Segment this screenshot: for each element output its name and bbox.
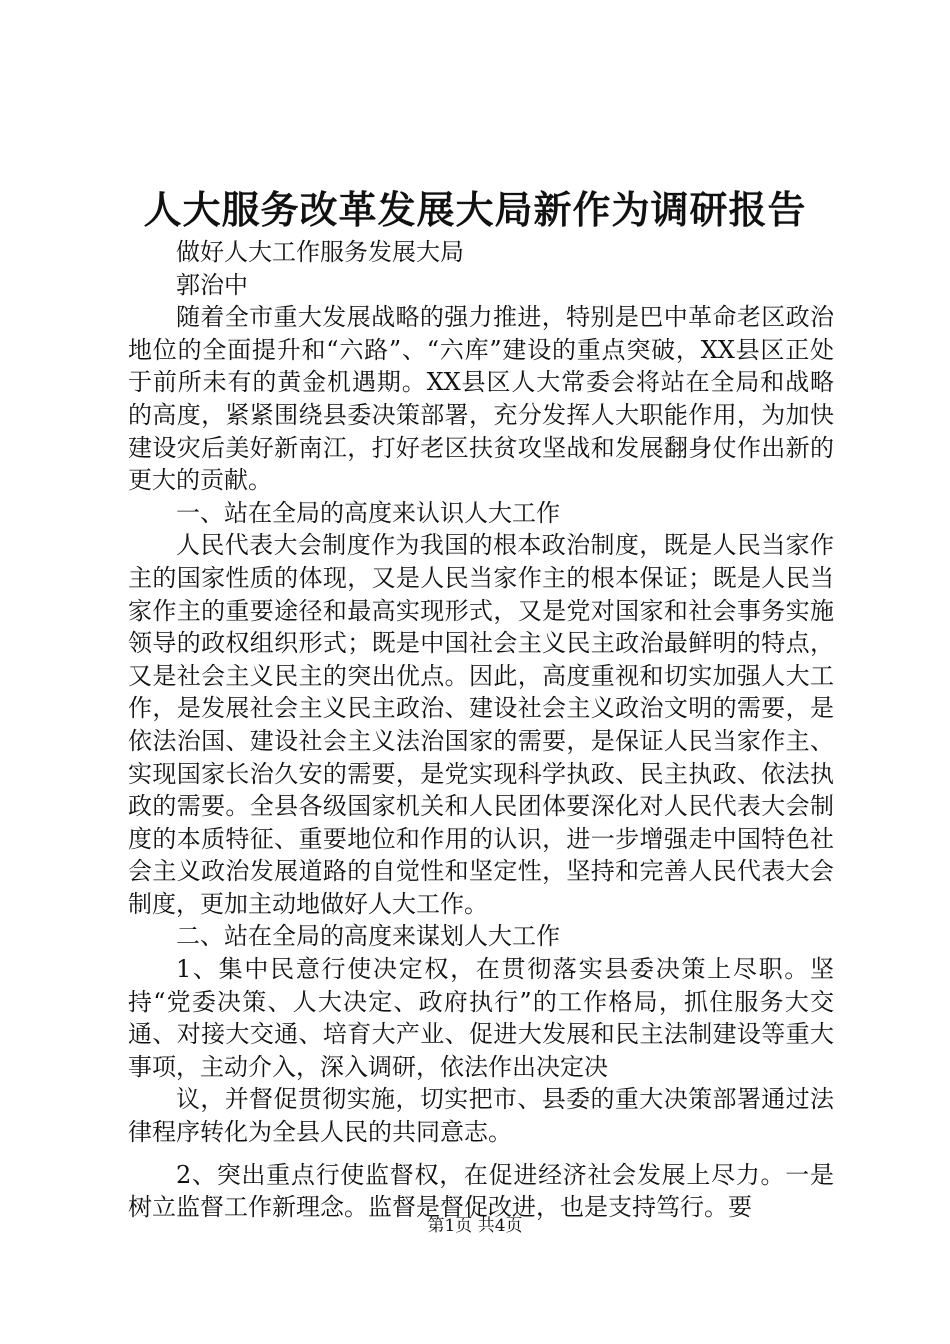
document-author: 郭治中 — [176, 270, 248, 299]
section-heading-1: 一、站在全局的高度来认识人大工作 — [176, 498, 560, 527]
paragraph-section-1: 人民代表大会制度作为我国的根本政治制度，既是人民当家作主的国家性质的体现，又是人民当家作主的根本保证；既是人民当家作主的重要途径和最高实现形式，又是党对国家和社会事务实施领导的政权组织形式；既是中国社会主义民主政治最鲜明的特点，又是社会主义民主的突出优点。因此，高度重视和切实加强人大工作，是发展社会主义民主政治、建设社会主义政治文明的需要，是依法治国、建设社会主义法治国家的需要，是保证人民当家作主、实现国家长治久安的需要，是党实现科学执政、民主执政、依法执政的需要。全县各级国家机关和人民团体要深化对人民代表大会制度的本质特征、重要地位和作用的认识，进一步增强走中国特色社会主义政治发展道路的自觉性和坚定性，坚持和完善人民代表大会制度，更加主动地做好人大工作。 — [128, 531, 834, 918]
page-number-footer: 第1页 共4页 — [427, 1216, 523, 1236]
paragraph-item-1: 1、集中民意行使决定权，在贯彻落实县委决策上尽职。坚持“党委决策、人大决定、政府执行”的工作格局，抓住服务大交通、对接大交通、培育大产业、促进大发展和民主法制建设等重大事项，主动介入，深入调研，依法作出决定决 — [128, 955, 834, 1081]
document-subtitle: 做好人大工作服务发展大局 — [176, 238, 464, 266]
document-body — [128, 236, 834, 1224]
document-title: 人大服务改革发展大局新作为调研报告 — [143, 187, 807, 232]
paragraph-item-1-continued: 议，并督促贯彻实施，切实把市、县委的重大决策部署通过法律程序转化为全县人民的共同意志。 — [128, 1085, 834, 1147]
paragraph-intro: 随着全市重大发展战略的强力推进，特别是巴中革命老区政治地位的全面提升和“六路”、“六库”建设的重点突破，XX县区正处于前所未有的黄金机遇期。XX县区人大常委会将站在全局和战略的高度，紧紧围绕县委决策部署，充分发挥人大职能作用，为加快建设灾后美好新南江，打好老区扶贫攻坚战和发展翻身仗作出新的更大的贡献。 — [128, 303, 834, 495]
section-heading-2: 二、站在全局的高度来谋划人大工作 — [176, 922, 560, 951]
paragraph-item-2: 2、突出重点行使监督权，在促进经济社会发展上尽力。一是树立监督工作新理念。监督是督促改进，也是支持笃行。要 — [128, 1160, 834, 1222]
